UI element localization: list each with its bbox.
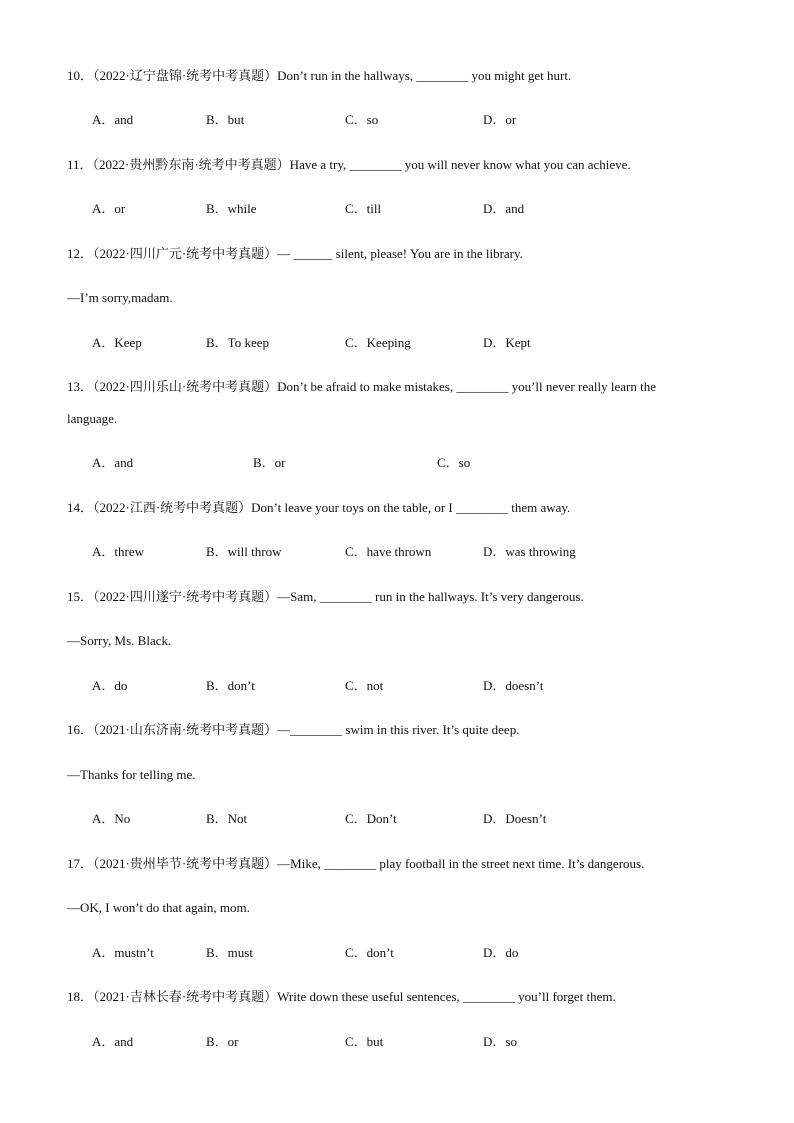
question-13-stem-continued: language. (67, 411, 118, 426)
question-15-reply: —Sorry, Ms. Black. (67, 633, 172, 648)
option-a: A．or (92, 201, 126, 216)
question-12-reply: —I’m sorry,madam. (67, 290, 173, 305)
option-b: B．must (206, 945, 253, 960)
question-15-stem: 15．（2022·四川遂宁·统考中考真题）—Sam, ________ run in the hallways. It’s very dangerous. (67, 589, 584, 604)
option-a: A．Keep (92, 335, 142, 350)
option-a: A．and (92, 112, 134, 127)
question-17-stem: 17．（2021·贵州毕节·统考中考真题）—Mike, ________ play football in the street next time. It’s dangerous. (67, 856, 645, 871)
option-a: A．and (92, 455, 134, 470)
question-10-stem: 10．（2022·辽宁盘锦·统考中考真题）Don’t run in the hallways, ________ you might get hurt. (67, 68, 572, 83)
option-a: A．threw (92, 544, 144, 559)
option-c: C．so (437, 455, 471, 470)
option-a: A．mustn’t (92, 945, 154, 960)
option-a: A．and (92, 1034, 134, 1049)
option-d: D．do (483, 945, 519, 960)
option-d: D．or (483, 112, 517, 127)
option-d: D．doesn’t (483, 678, 544, 693)
option-b: B．will throw (206, 544, 282, 559)
option-d: D．so (483, 1034, 517, 1049)
question-18-stem: 18．（2021·吉林长春·统考中考真题）Write down these useful sentences, ________ you’ll forget them. (67, 989, 616, 1004)
option-a: A．No (92, 811, 131, 826)
option-b: B．but (206, 112, 245, 127)
question-11-stem: 11．（2022·贵州黔东南·统考中考真题）Have a try, ________ you will never know what you can achieve. (67, 157, 631, 172)
option-b: B．while (206, 201, 257, 216)
option-c: C．have thrown (345, 544, 432, 559)
option-d: D．was throwing (483, 544, 576, 559)
question-14-stem: 14．（2022·江西·统考中考真题）Don’t leave your toys on the table, or I ________ them away. (67, 500, 571, 515)
question-16-reply: —Thanks for telling me. (67, 767, 196, 782)
option-c: C．till (345, 201, 382, 216)
option-a: A．do (92, 678, 128, 693)
question-13-stem: 13．（2022·四川乐山·统考中考真题）Don’t be afraid to make mistakes, ________ you’ll never really learn the (67, 379, 656, 394)
question-17-reply: —OK, I won’t do that again, mom. (67, 900, 250, 915)
option-c: C．don’t (345, 945, 394, 960)
option-c: C．Keeping (345, 335, 411, 350)
option-b: B．Not (206, 811, 248, 826)
option-c: C．so (345, 112, 379, 127)
option-b: B．or (206, 1034, 239, 1049)
option-c: C．not (345, 678, 384, 693)
option-b: B．or (253, 455, 286, 470)
option-d: D．Kept (483, 335, 531, 350)
option-d: D．and (483, 201, 525, 216)
option-d: D．Doesn’t (483, 811, 547, 826)
option-b: B．don’t (206, 678, 255, 693)
option-c: C．but (345, 1034, 384, 1049)
option-b: B．To keep (206, 335, 269, 350)
question-16-stem: 16．（2021·山东济南·统考中考真题）—________ swim in this river. It’s quite deep. (67, 722, 520, 737)
option-c: C．Don’t (345, 811, 397, 826)
question-12-stem: 12．（2022·四川广元·统考中考真题）— ______ silent, please! You are in the library. (67, 246, 523, 261)
